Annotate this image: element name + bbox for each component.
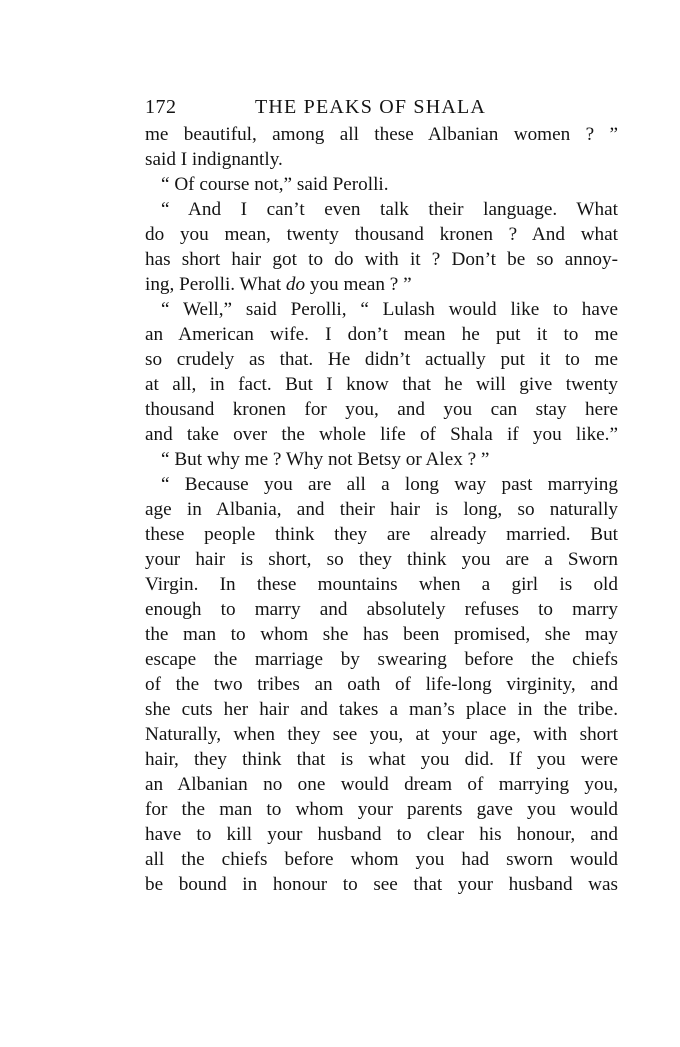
text-segment: you mean ? ” xyxy=(305,274,412,295)
text-line: escape the marriage by swearing before the chiefs xyxy=(145,649,618,670)
text-line: me beautiful, among all these Albanian women ? ” xyxy=(145,124,618,145)
text-line: have to kill your husband to clear his honour, and xyxy=(145,824,618,845)
page-header xyxy=(145,92,618,122)
text-line: has short hair got to do with it ? Don’t be so annoy- xyxy=(145,249,618,270)
text-line: at all, in fact. But I know that he will give twenty xyxy=(145,374,618,395)
text-line: “ But why me ? Why not Betsy or Alex ? ” xyxy=(161,449,490,470)
text-line: of the two tribes an oath of life-long virginity, and xyxy=(145,674,618,695)
text-line: an Albanian no one would dream of marrying you, xyxy=(145,774,618,795)
page-number: 172 xyxy=(145,96,177,118)
text-line: “ Well,” said Perolli, “ Lulash would like to have xyxy=(161,299,618,320)
text-line: the man to whom she has been promised, she may xyxy=(145,624,618,645)
text-line: “ And I can’t even talk their language. What xyxy=(161,199,618,220)
text-line: thousand kronen for you, and you can stay here xyxy=(145,399,618,420)
text-line: “ Because you are all a long way past marrying xyxy=(161,474,618,495)
text-line: Virgin. In these mountains when a girl is old xyxy=(145,574,618,595)
text-line: for the man to whom your parents gave you would xyxy=(145,799,618,820)
text-line: your hair is short, so they think you are a Sworn xyxy=(145,549,618,570)
running-head: THE PEAKS OF SHALA xyxy=(255,96,487,118)
text-line: all the chiefs before whom you had sworn would xyxy=(145,849,618,870)
text-line: an American wife. I don’t mean he put it to me xyxy=(145,324,618,345)
text-line: enough to marry and absolutely refuses to marry xyxy=(145,599,618,620)
text-line: and take over the whole life of Shala if you like.” xyxy=(145,424,618,445)
text-line: do you mean, twenty thousand kronen ? And what xyxy=(145,224,618,245)
text-line: these people think they are already married. But xyxy=(145,524,618,545)
text-line: age in Albania, and their hair is long, so naturally xyxy=(145,499,618,520)
text-line: Naturally, when they see you, at your age, with short xyxy=(145,724,618,745)
text-line: be bound in honour to see that your husband was xyxy=(145,874,618,895)
text-line xyxy=(145,272,618,297)
emphasis-text: do xyxy=(285,274,306,295)
text-line: she cuts her hair and takes a man’s place in the tribe. xyxy=(145,699,618,720)
book-page xyxy=(145,92,618,897)
text-line: hair, they think that is what you did. If you were xyxy=(145,749,618,770)
text-line: said I indignantly. xyxy=(145,149,283,170)
text-line: so crudely as that. He didn’t actually put it to me xyxy=(145,349,618,370)
body-text xyxy=(145,122,618,897)
text-segment: ing, Perolli. What xyxy=(145,274,286,295)
text-line: “ Of course not,” said Perolli. xyxy=(161,174,389,195)
